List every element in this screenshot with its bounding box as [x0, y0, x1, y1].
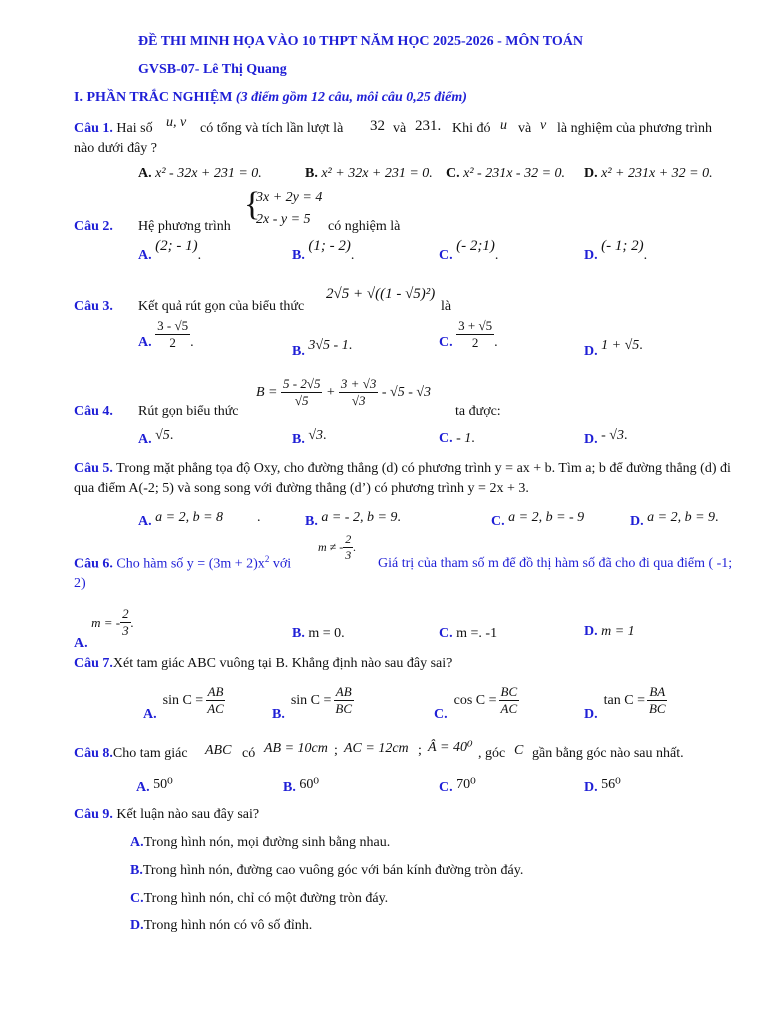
q8-b-label: B.	[283, 780, 296, 795]
q5-a-label: A.	[138, 514, 152, 529]
q7-d-num: BA	[649, 684, 666, 699]
q7-d-label: D.	[584, 706, 598, 722]
q2-eq1: 3x + 2y = 4	[256, 190, 323, 205]
q3-d-text: 1 + √5	[601, 338, 640, 353]
q7-d-den: BC	[648, 701, 666, 716]
q3-expression: 2√5 + √((1 - √5)²)	[326, 286, 436, 302]
q9-a-text: Trong hình nón, mọi đường sinh bằng nhau.	[143, 835, 391, 850]
q4-text: Rút gọn biểu thức	[138, 404, 239, 419]
q7-d-fn: tan C =	[603, 692, 645, 708]
q1-u: u	[500, 118, 507, 133]
q1-b-text: x² + 32x + 231 = 0.	[321, 166, 433, 181]
q9-stem	[74, 807, 259, 823]
q7-option-d[interactable]	[584, 684, 668, 722]
q5-a-text: a = 2, b = 8	[155, 510, 224, 525]
q4-f1-num: 5 - 2√5	[283, 376, 321, 391]
q6-cond-den: 3	[345, 548, 352, 562]
q8-b-text: 60⁰	[299, 777, 319, 792]
q3-a-denominator: 2	[169, 335, 176, 350]
q6-sup: 2	[264, 554, 270, 564]
q3-b-text: 3√5 - 1	[308, 338, 349, 353]
q2-c-label: C.	[439, 248, 453, 263]
q9-d-label: D.	[130, 918, 144, 933]
q7-a-num: AB	[207, 684, 224, 699]
q6-option-c[interactable]	[439, 626, 497, 642]
q4-f2-num: 3 + √3	[340, 376, 377, 391]
q6-b-text: m = 0.	[308, 626, 345, 641]
q8-triangle: ABC	[205, 743, 232, 758]
q8-ab: AB = 10cm	[264, 741, 328, 756]
q6-a-num: 2	[122, 606, 129, 621]
q1-a-text: x² - 32x + 231 = 0.	[155, 166, 262, 181]
q6-text-2: với	[272, 556, 292, 572]
q2-option-c[interactable]: C. (- 2;1).	[439, 238, 499, 263]
q1-and: và	[518, 121, 532, 136]
q7-label: Câu 7.	[74, 656, 113, 671]
q6-a-lhs: m = -	[91, 614, 121, 630]
exam-title: ĐỀ THI MINH HỌA VÀO 10 THPT NĂM HỌC 2025-2026 - MÔN TOÁN	[138, 34, 583, 49]
q1-text-1: Hai số	[116, 121, 153, 136]
q1-b-label: B.	[305, 166, 318, 181]
q8-option-d[interactable]	[584, 776, 621, 793]
q1-option-b[interactable]	[305, 166, 433, 182]
q8-a-label: A.	[136, 780, 150, 795]
q4-option-d[interactable]: D. - √3.	[584, 428, 628, 447]
q4-b-text: √3	[308, 428, 324, 443]
q5-label: Câu 5.	[74, 461, 113, 476]
q9-c-label: C.	[130, 891, 144, 906]
q9-label: Câu 9.	[74, 807, 113, 822]
q5-stem	[74, 459, 736, 499]
q8-ac: AC = 12cm	[344, 741, 409, 756]
q7-b-fn: sin C =	[290, 692, 332, 708]
q1-d-text: x² + 231x + 32 = 0.	[601, 166, 713, 181]
q8-d-label: D.	[584, 780, 598, 795]
q1-vars: u, v	[166, 115, 187, 130]
q6-text: Cho hàm số y = (3m + 2)x	[116, 556, 265, 572]
q5-c-label: C.	[491, 514, 505, 529]
q3-text-2: là	[441, 299, 452, 314]
q3-b-label: B.	[292, 344, 305, 359]
q5-text: Trong mặt phẳng tọa độ Oxy, cho đường thẳng (d) có phương trình y = ax + b. Tìm a; b để đường thẳng (d) đi qua điểm A(-2; 5) và song song với đường thẳng (d’) có phương trình y = 2x + 3.	[74, 461, 731, 496]
q5-b-text: a = - 2, b = 9	[321, 510, 398, 525]
q7-text: Xét tam giác ABC vuông tại B. Khẳng định nào sau đây sai?	[112, 656, 453, 671]
q2-text: Hệ phương trình	[138, 219, 231, 234]
q9-d-text: Trong hình nón có vô số đỉnh.	[143, 918, 313, 933]
q4-d-text: - √3	[601, 428, 624, 443]
q6-cond-num: 2	[345, 532, 352, 546]
q6-a-label: A.	[74, 635, 88, 651]
q3-a-label: A.	[138, 334, 152, 350]
q4-expr-lhs: B =	[256, 384, 278, 400]
q6-d-label: D.	[584, 624, 598, 639]
q1-a-label: A.	[138, 166, 152, 181]
system-brace: {	[244, 186, 261, 223]
q2-d-text: (- 1; 2)	[601, 238, 644, 254]
q5-d-label: D.	[630, 514, 644, 529]
q2-eq2: 2x - y = 5	[256, 212, 311, 227]
q4-option-a[interactable]: A. √5.	[138, 428, 174, 447]
q9-a-label: A.	[130, 835, 144, 850]
q2-c-text: (- 2;1)	[456, 238, 495, 254]
q7-a-fn: sin C =	[162, 692, 204, 708]
q9-b-text: Trong hình nón, đường cao vuông góc với bán kính đường tròn đáy.	[142, 863, 524, 878]
q1-c-label: C.	[446, 166, 460, 181]
q1-v: v	[540, 118, 547, 133]
q1-d-label: D.	[584, 166, 598, 181]
q4-expression: B = $\frac{5 - 2√5}{√5}$ + $\frac{3 + √3}{√3}$ - √5 - √3	[256, 376, 432, 408]
q1-label: Câu 1.	[74, 121, 113, 136]
q4-d-label: D.	[584, 432, 598, 447]
q5-option-b[interactable]: B. a = - 2, b = 9.	[305, 510, 401, 529]
q7-b-num: AB	[335, 684, 352, 699]
q1-text-2: có tổng và tích lần lượt là	[200, 121, 344, 136]
q8-option-c[interactable]	[439, 776, 476, 793]
q8-text-3: , góc	[478, 746, 506, 761]
q8-angle-a: Â = 40⁰	[428, 740, 473, 755]
section-title: I. PHẦN TRẮC NGHIỆM	[74, 90, 233, 105]
q9-option-d[interactable]	[130, 918, 312, 934]
q6-text-3: Giá trị của tham số m để đồ thị hàm số đã cho đi qua điểm ( -1; 2)	[74, 556, 733, 591]
q4-text-2: ta được:	[455, 404, 501, 419]
q6-c-label: C.	[439, 626, 453, 641]
q8-stem	[74, 746, 188, 762]
q6-option-a[interactable]: A. m = - $\frac{2}{3}$ .	[74, 606, 134, 651]
q3-text: Kết quả rút gọn của biểu thức	[138, 299, 305, 314]
q4-f1-den: √5	[294, 393, 309, 408]
q8-text-1: Cho tam giác	[112, 746, 188, 761]
q2-a-text: (2; - 1)	[155, 238, 198, 254]
q6-label: Câu 6.	[74, 556, 113, 572]
section-note: (3 điểm gồm 12 câu, môi câu 0,25 điểm)	[235, 90, 467, 105]
q1-option-d[interactable]	[584, 166, 713, 182]
q5-b-label: B.	[305, 514, 318, 529]
q1-option-a[interactable]	[138, 166, 262, 182]
q8-option-a[interactable]	[136, 776, 173, 793]
q4-a-text: √5	[155, 428, 170, 443]
q3-option-d[interactable]: D. 1 + √5.	[584, 338, 643, 359]
q4-label: Câu 4.	[74, 404, 113, 419]
q7-c-num: BC	[500, 684, 518, 699]
q6-cond-lhs: m ≠ -	[318, 540, 344, 554]
q7-option-a[interactable]	[143, 684, 226, 722]
q2-d-label: D.	[584, 248, 598, 263]
q4-c-text: - 1	[456, 431, 472, 446]
q8-c-text: 70⁰	[456, 777, 476, 792]
q1-product: 231.	[415, 118, 442, 134]
q7-c-fn: cos C =	[453, 692, 497, 708]
q6-option-d[interactable]	[584, 624, 635, 640]
q6-c-text: m =. -1	[456, 626, 498, 641]
q7-option-b[interactable]	[272, 684, 354, 722]
q7-b-label: B.	[272, 706, 285, 722]
q5-option-d[interactable]: D. a = 2, b = 9.	[630, 510, 719, 529]
q3-option-b[interactable]: B. 3√5 - 1.	[292, 338, 353, 359]
q7-a-den: AC	[207, 701, 224, 716]
q4-c-label: C.	[439, 431, 453, 446]
q3-a-numerator: 3 - √5	[157, 318, 189, 333]
q2-b-text: (1; - 2)	[308, 238, 351, 254]
q9-option-c[interactable]	[130, 891, 388, 907]
q7-a-label: A.	[143, 706, 157, 722]
q1-text-5: là nghiệm của phương trình	[557, 121, 712, 136]
q3-c-label: C.	[439, 334, 453, 350]
q4-tail: - √5 - √3	[381, 384, 432, 400]
q2-option-d[interactable]: D. (- 1; 2).	[584, 238, 648, 263]
q4-option-b[interactable]: B. √3.	[292, 428, 327, 447]
q9-c-text: Trong hình nón, chỉ có một đường tròn đáy.	[143, 891, 389, 906]
q6-condition: m ≠ - $\frac{2}{3}$ .	[318, 532, 357, 562]
q2-option-a[interactable]: A. (2; - 1).	[138, 238, 202, 263]
author-line: GVSB-07- Lê Thị Quang	[138, 62, 287, 77]
q1-text-4: Khi đó	[452, 121, 491, 136]
q8-c: C	[514, 743, 524, 758]
section-heading	[74, 90, 467, 106]
q1-sum: 32	[370, 118, 385, 134]
q1-option-c[interactable]	[446, 166, 565, 182]
q2-label: Câu 2.	[74, 219, 113, 234]
q4-b-label: B.	[292, 432, 305, 447]
q4-a-label: A.	[138, 432, 152, 447]
q9-text: Kết luận nào sau đây sai?	[116, 807, 260, 822]
q5-d-text: a = 2, b = 9	[647, 510, 716, 525]
q8-text-2: có	[242, 746, 256, 761]
q3-label: Câu 3.	[74, 299, 113, 314]
q5-option-c[interactable]	[491, 510, 585, 529]
q8-c-label: C.	[439, 780, 453, 795]
q8-text-4: gần bằng góc nào sau nhất.	[532, 746, 684, 761]
q7-c-label: C.	[434, 706, 448, 722]
q7-stem	[74, 656, 452, 672]
q4-option-c[interactable]: C. - 1.	[439, 431, 475, 446]
q3-c-denominator: 2	[471, 335, 479, 350]
q5-c-text: a = 2, b = - 9	[508, 510, 585, 525]
q7-b-den: BC	[335, 701, 353, 716]
q1-text-line2: nào dưới đây ?	[74, 141, 158, 156]
q2-option-b[interactable]: B. (1; - 2).	[292, 238, 355, 263]
q6-b-label: B.	[292, 626, 305, 641]
q8-option-b[interactable]	[283, 776, 319, 793]
q6-d-text: m = 1	[601, 624, 635, 639]
q2-a-label: A.	[138, 248, 152, 263]
q3-option-a[interactable]: A. $\frac{3 - √5}{2}$ .	[138, 318, 194, 350]
q6-option-b[interactable]	[292, 626, 345, 642]
q6-a-den: 3	[122, 623, 129, 638]
q3-option-c[interactable]: C. $\frac{3 + √5}{2}$ .	[439, 318, 498, 350]
q2-text-2: có nghiệm là	[328, 219, 401, 234]
q7-c-den: AC	[500, 701, 518, 716]
q5-option-a[interactable]: A. a = 2, b = 8 .	[138, 510, 261, 529]
q3-d-label: D.	[584, 344, 598, 359]
q9-b-label: B.	[130, 863, 143, 878]
q7-option-c[interactable]	[434, 684, 519, 722]
q2-b-label: B.	[292, 248, 305, 263]
q9-option-b[interactable]	[130, 863, 523, 879]
q8-d-text: 56⁰	[601, 777, 621, 792]
q8-label: Câu 8.	[74, 746, 113, 761]
q1-text-3: và	[393, 121, 407, 136]
q4-f2-den: √3	[351, 393, 366, 408]
q3-c-numerator: 3 + √5	[458, 318, 493, 333]
q1-c-text: x² - 231x - 32 = 0.	[463, 166, 566, 181]
q8-a-text: 50⁰	[153, 777, 173, 792]
q9-option-a[interactable]	[130, 835, 390, 851]
